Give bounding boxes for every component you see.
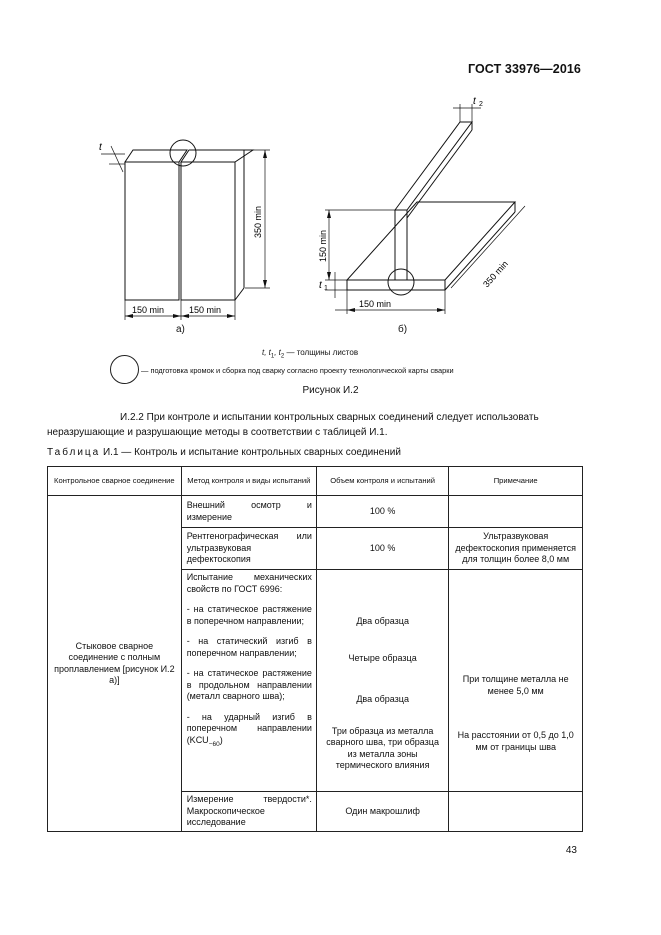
joint-cell: Стыковое сварное соединение с полным проплавлением [рисунок И.2 а)] — [48, 496, 182, 832]
header-joint: Контрольное сварное соединение — [48, 467, 182, 496]
page-number: 43 — [565, 845, 577, 856]
figure-a-butt-joint-drawing — [95, 128, 280, 340]
method-visual: Внешний осмотр и измерение — [181, 496, 316, 528]
header-method: Метод контроля и виды испытаний — [181, 467, 316, 496]
legend-circle-text: — подготовка кромок и сборка под сварку согласно проекту технологической карты сварки — [141, 366, 454, 375]
figure-title: Рисунок И.2 — [302, 385, 359, 396]
legend-thickness: t, $t_1$, $t_2$ — толщины листов — [262, 348, 359, 360]
method-hardness: Измерение твердости*. Макроскопическое исследование — [181, 792, 316, 832]
paragraph-i22: И.2.2 При контроле и испытании контрольных сварных соединений следует использовать неразрушающие и разрушающие методы в соответствии с таблицей И.1. — [47, 412, 539, 438]
dim-150-vertical: 150 min — [318, 229, 328, 262]
method-mechanical: Испытание механических свойств по ГОСТ 6996: - на статическое растяжение в поперечном направлении; - на статический изгиб в поперечном направлении; - на статическое растяжение в продольном направлении (металл сварного шва); - на ударный изгиб в поперечном направлении $(KCU_{-60})$ — [181, 570, 316, 792]
dim-350-diagonal: 350 min — [481, 258, 510, 290]
note-mechanical: При толщине металла не менее 5,0 мм На расстоянии от 0,5 до 1,0 мм от границы шва — [449, 570, 583, 792]
volume-visual: 100 % — [316, 496, 448, 528]
dim-150-left: 150 min — [132, 305, 165, 315]
header-note: Примечание — [449, 467, 583, 496]
header-volume: Объем контроля и испытаний — [316, 467, 448, 496]
volume-radiography: 100 % — [316, 528, 448, 570]
figure-a-caption: а) — [176, 324, 185, 335]
dim-t1-sub: 1 — [324, 285, 328, 292]
dim-t2: t — [473, 96, 476, 107]
figure-b-t-joint-drawing — [315, 92, 535, 342]
document-code: ГОСТ 33976—2016 — [467, 62, 581, 76]
dim-150-base: 150 min — [359, 299, 392, 309]
legend-circle-symbol — [110, 355, 139, 384]
note-radiography: Ультразвуковая дефектоскопия применяется для толщин более 8,0 мм — [449, 528, 583, 570]
dim-350: 350 min — [253, 205, 263, 238]
volume-hardness: Один макрошлиф — [316, 792, 448, 832]
note-hardness — [449, 792, 583, 832]
volume-mechanical: Два образца Четыре образца Два образца Три образца из металла сварного шва, три образца из металла зоны термического влияния — [316, 570, 448, 792]
note-visual — [449, 496, 583, 528]
dim-t2-sub: 2 — [479, 101, 483, 108]
table-caption: Таблица И.1 — Контроль и испытание контрольных сварных соединений — [47, 447, 401, 458]
dim-t1: t — [319, 280, 322, 291]
method-radiography: Рентгенографическая или ультразвуковая дефектоскопия — [181, 528, 316, 570]
dim-t: t — [99, 142, 102, 153]
control-table — [47, 466, 583, 832]
dim-150-right: 150 min — [189, 305, 222, 315]
figure-b-caption: б) — [398, 324, 408, 335]
